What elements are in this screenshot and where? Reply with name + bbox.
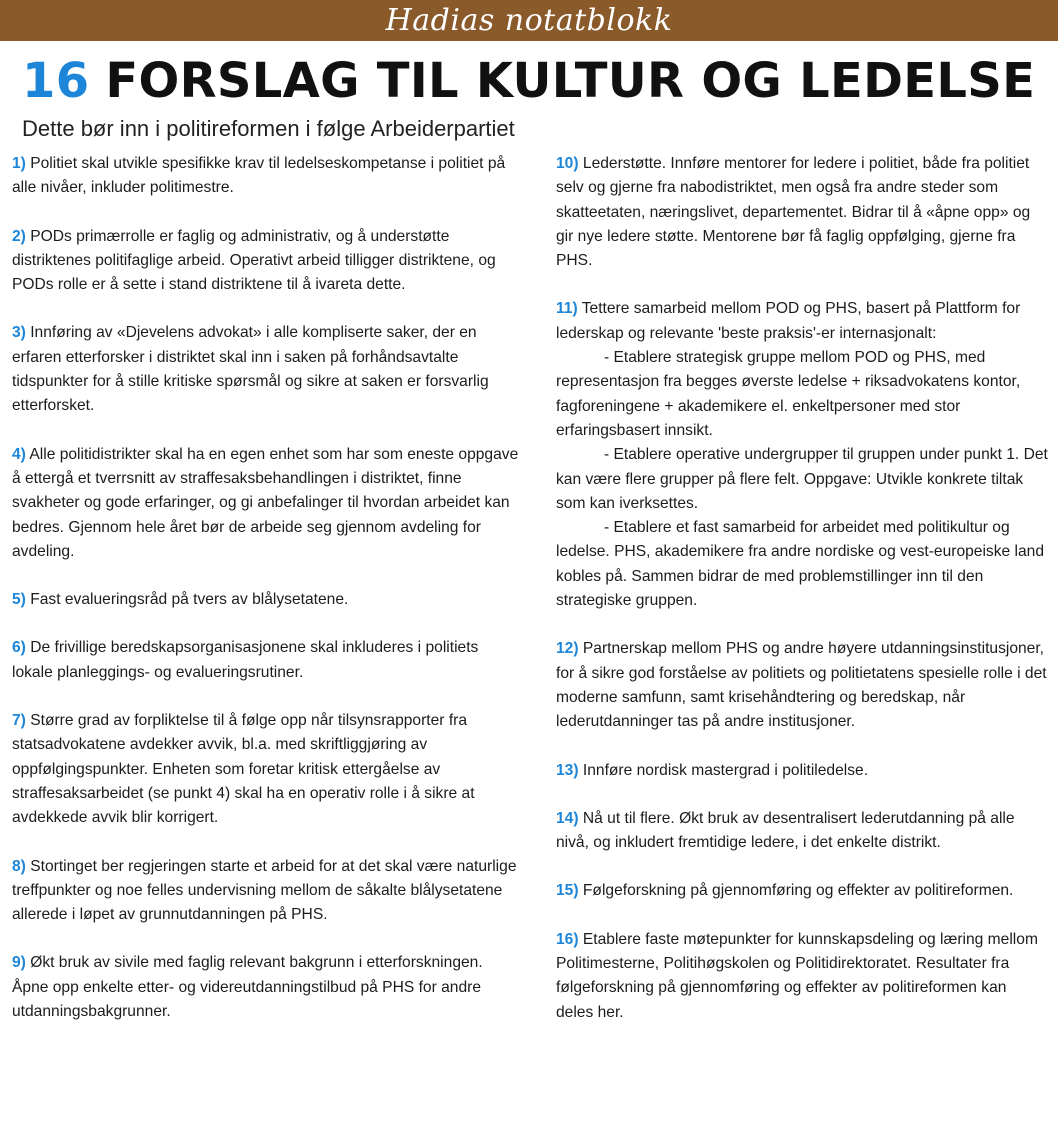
proposal-text: Nå ut til flere. Økt bruk av desentralisert lederutdanning på alle nivå, og inkludert fremtidige ledere, i det enkelte distrikt.	[556, 809, 1015, 852]
proposal-item	[556, 297, 1048, 613]
proposal-text: PODs primærrolle er faglig og administrativ, og å understøtte distriktenes politifaglige arbeid. Operativt arbeid tilligger distriktene, og PODs rolle er å sette i stand distriktene til å ivareta dette.	[12, 227, 496, 294]
proposal-number: 6)	[12, 639, 26, 657]
proposal-item	[12, 855, 522, 928]
headline-text: FORSLAG TIL KULTUR OG LEDELSE	[105, 53, 1036, 109]
proposal-subitem: - Etablere operative undergrupper til gruppen under punkt 1. Det kan være flere grupper på flere felt. Oppgave: Utvikle konkrete tiltak som kan iverksettes.	[556, 446, 1048, 512]
proposal-item	[556, 759, 1048, 783]
proposal-text: Tettere samarbeid mellom POD og PHS, basert på Plattform for lederskap og relevante 'beste praksis'-er internasjonalt:	[556, 300, 1021, 342]
proposal-item	[12, 152, 522, 201]
proposal-number: 8)	[12, 857, 26, 875]
proposal-text: Alle politidistrikter skal ha en egen enhet som har som eneste oppgave å ettergå et tverrsnitt av straffesaksbehandlingen i distriktet, finne svakheter og gode erfaringer, og gi anbefalinger til hvordan arbeidet kan bedres. Gjennom hele året bør de arbeide seg gjennom avdeling for avdeling.	[12, 445, 519, 560]
proposal-item	[556, 928, 1048, 1025]
proposal-item	[12, 636, 522, 685]
proposal-number: 13)	[556, 761, 579, 779]
proposal-item	[556, 637, 1048, 734]
banner-title: Hadias notatblokk	[385, 2, 673, 38]
proposal-item	[12, 443, 522, 564]
proposal-text: Innføre nordisk mastergrad i politiledelse.	[582, 761, 869, 779]
proposal-item	[12, 321, 522, 418]
proposal-number: 4)	[12, 445, 26, 463]
proposal-item	[556, 807, 1048, 856]
proposal-item	[12, 588, 522, 612]
proposal-item	[556, 879, 1048, 903]
proposal-number: 12)	[556, 640, 579, 658]
proposal-text: Økt bruk av sivile med faglig relevant bakgrunn i etterforskningen. Åpne opp enkelte etter- og videreutdanningstilbud på PHS for andre utdanningsbakgrunner.	[12, 954, 483, 1021]
proposal-item	[12, 709, 522, 830]
proposal-number: 3)	[12, 324, 26, 342]
proposal-number: 9)	[12, 954, 26, 972]
proposal-subitem: - Etablere strategisk gruppe mellom POD og PHS, med representasjon fra begges øverste ledelse + riksadvokatens kontor, fagforeningene + akademikere el. enkeltpersoner med stor erfaringsbasert innsikt.	[556, 349, 1021, 439]
left-column	[12, 152, 522, 1048]
proposal-text: Partnerskap mellom PHS og andre høyere utdanningsinstitusjoner, for å sikre god forståelse av politiets og politietatens spesielle rolle i det moderne samfunn, samt krisehåndtering og beredskap, når lederutdanninger tas på andre institusjoner.	[556, 640, 1047, 731]
right-column	[556, 152, 1048, 1049]
proposal-text: Større grad av forpliktelse til å følge opp når tilsynsrapporter fra statsadvokatene avdekker avvik, bl.a. med skriftliggjøring av oppfølgingspunkter. Enheten som foretar kritisk ettergåelse av straffesaksarbeidet (se punkt 4) skal ha en operativ rolle i å sikre at avdekkede avvik blir korrigert.	[12, 712, 475, 827]
proposal-number: 1)	[12, 155, 26, 172]
proposal-number: 10)	[556, 155, 579, 172]
proposal-text: Innføring av «Djevelens advokat» i alle kompliserte saker, der en erfaren etterforsker i distriktet skal inn i saken på forhåndsavtalte tidspunkter for å stille kritiske spørsmål og sikre at saken er forsvarlig etterforsket.	[12, 324, 489, 415]
proposal-text: Stortinget ber regjeringen starte et arbeid for at det skal være naturlige treffpunkter og noe felles undervisning mellom de såkalte blålysetatene allerede i løpet av grunnutdanningen på PHS.	[12, 857, 517, 924]
proposal-number: 2)	[12, 227, 26, 245]
page-title	[22, 50, 1042, 112]
proposal-number: 16)	[556, 930, 579, 948]
proposal-text: Politiet skal utvikle spesifikke krav til ledelseskompetanse i politiet på alle nivåer, inkluder politimestre.	[12, 155, 506, 197]
proposal-item	[556, 152, 1048, 273]
proposal-text: Etablere faste møtepunkter for kunnskapsdeling og læring mellom Politimesterne, Politihøgskolen og Politidirektoratet. Resultater fra følgeforskning på gjennomføring og effekter av politireformen kan deles her.	[556, 930, 1038, 1021]
headline-number: 16	[22, 53, 90, 109]
proposal-subitem: - Etablere et fast samarbeid for arbeidet med politikultur og ledelse. PHS, akademikere fra andre nordiske og vest-europeiske land kobles på. Sammen bidrar de med problemstillinger inn til den strategiske gruppen.	[556, 519, 1045, 610]
page-subtitle: Dette bør inn i politireformen i følge Arbeiderpartiet	[22, 116, 515, 141]
proposal-text: De frivillige beredskapsorganisasjonene skal inkluderes i politiets lokale planleggings- og evalueringsrutiner.	[12, 639, 479, 681]
proposal-number: 14)	[556, 809, 579, 827]
proposal-number: 5)	[12, 591, 26, 609]
proposal-text: Lederstøtte. Innføre mentorer for ledere i politiet, både fra politiet selv og gjerne fra nabodistriktet, men også fra andre steder som skatteetaten, næringslivet, departementet. Bidrar til å «åpne opp» og gir nye ledere støtte. Mentorene bør få faglig oppfølging, gjerne fra PHS.	[556, 155, 1031, 270]
proposal-number: 7)	[12, 712, 26, 730]
proposal-number: 11)	[556, 300, 578, 318]
proposal-text: Fast evalueringsråd på tvers av blålysetatene.	[30, 591, 349, 609]
proposal-number: 15)	[556, 882, 579, 900]
proposal-text: Følgeforskning på gjennomføring og effekter av politireformen.	[582, 882, 1014, 900]
proposal-item	[12, 951, 522, 1024]
notebook-banner	[0, 0, 1058, 41]
proposal-item	[12, 225, 522, 298]
